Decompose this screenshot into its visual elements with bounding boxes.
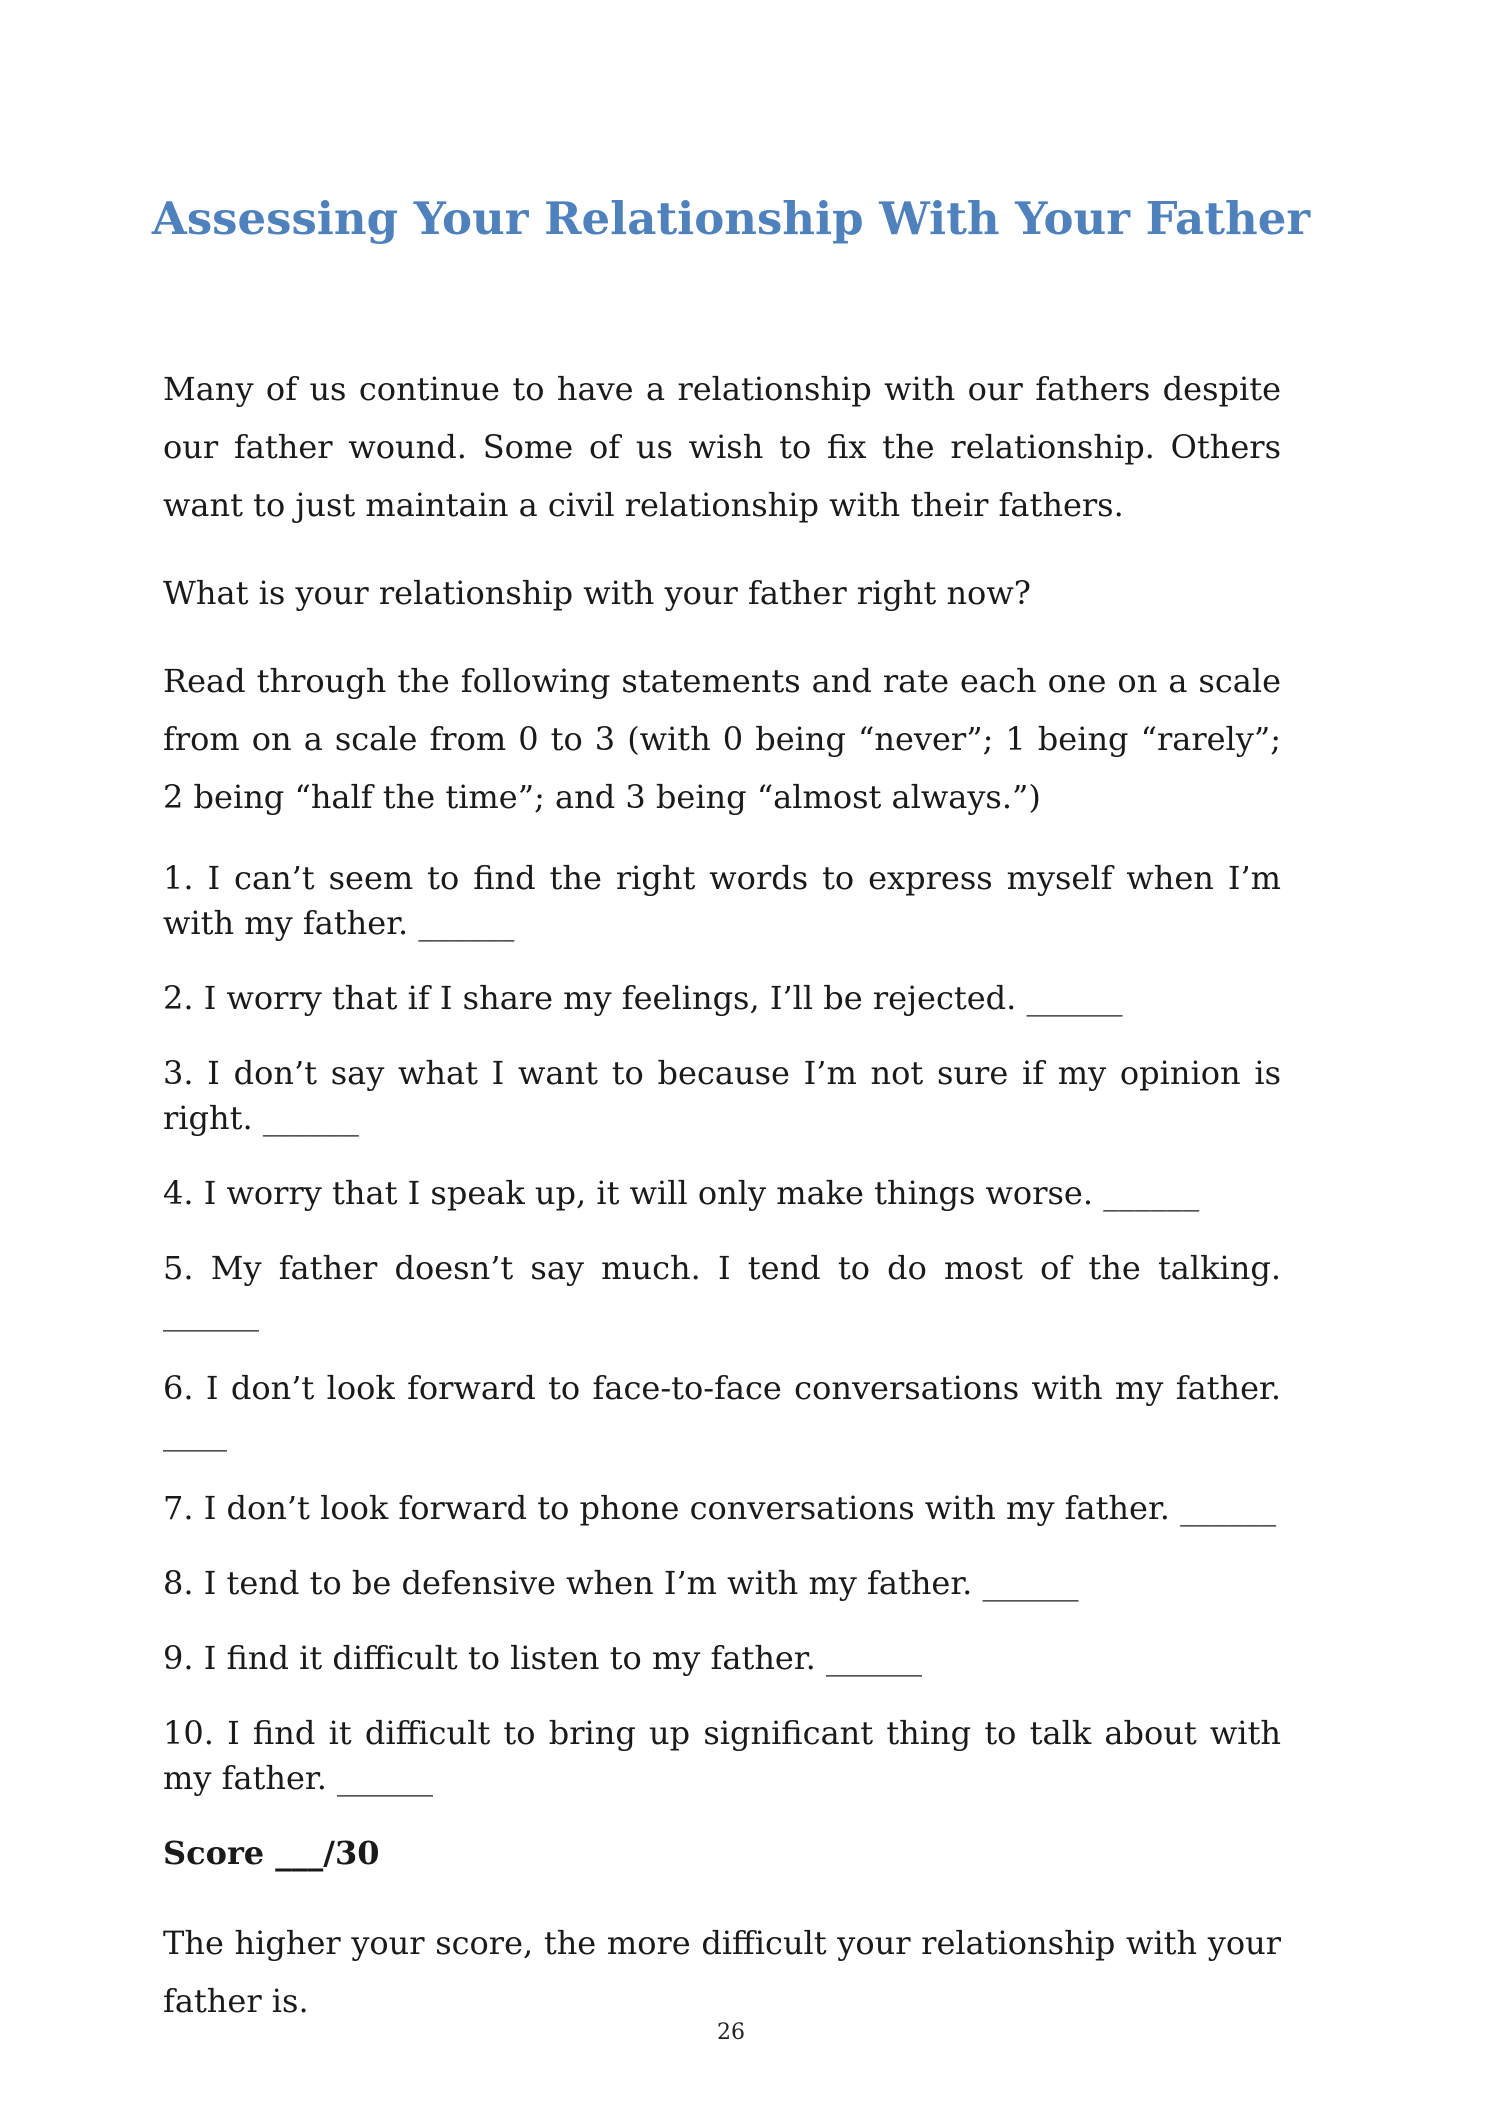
statement-item: 2. I worry that if I share my feelings, I’ll be rejected. ______ bbox=[163, 979, 1123, 1017]
conclusion-paragraph: The higher your score, the more difficult your relationship with your father is. bbox=[163, 1924, 1281, 2020]
statement-item: 4. I worry that I speak up, it will only make things worse. ______ bbox=[163, 1174, 1200, 1212]
statement-item: 7. I don’t look forward to phone conversations with my father. ______ bbox=[163, 1489, 1277, 1527]
statement-item: 6. I don’t look forward to face-to-face conversations with my father. ____ bbox=[163, 1369, 1281, 1452]
question-paragraph: What is your relationship with your father right now? bbox=[163, 574, 1031, 612]
body-content bbox=[163, 360, 1281, 2060]
statement-item: 10. I find it difficult to bring up significant thing to talk about with my father. ______ bbox=[163, 1714, 1281, 1797]
statement-item: 5. My father doesn’t say much. I tend to do most of the talking. ______ bbox=[163, 1249, 1281, 1332]
page-number: 26 bbox=[717, 2020, 745, 2045]
instructions-paragraph: Read through the following statements and rate each one on a scale from on a scale from 0 to 3 (with 0 being “never”; 1 being “rarely”; 2 being “half the time”; and 3 being “almost always.”) bbox=[163, 662, 1281, 816]
statement-item: 8. I tend to be defensive when I’m with my father. ______ bbox=[163, 1564, 1079, 1602]
statement-list bbox=[163, 856, 1281, 1801]
page-title: Assessing Your Relationship With Your Father bbox=[151, 192, 1311, 245]
intro-paragraph: Many of us continue to have a relationship with our fathers despite our father wound. Some of us wish to fix the relationship. Others want to just maintain a civil relationship with their fathers. bbox=[163, 370, 1281, 524]
statement-item: 1. I can’t seem to find the right words to express myself when I’m with my father. ______ bbox=[163, 859, 1281, 942]
statement-item: 3. I don’t say what I want to because I’m not sure if my opinion is right. ______ bbox=[163, 1054, 1281, 1137]
statement-item: 9. I find it difficult to listen to my father. ______ bbox=[163, 1639, 922, 1677]
score-line: Score ___/30 bbox=[163, 1834, 380, 1872]
